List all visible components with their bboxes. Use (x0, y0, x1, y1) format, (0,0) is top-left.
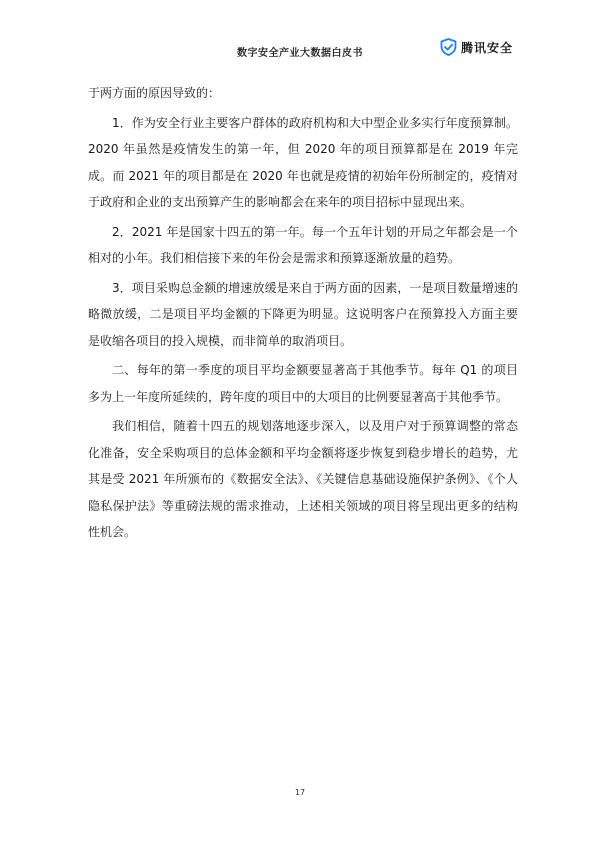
paragraph-q1-observation: 二、每年的第一季度的项目平均金额要显著高于其他季节。每年 Q1 的项目多为上一年度所延续的，跨年度的项目中的大项目的比例要显著高于其他季节。 (88, 363, 518, 404)
document-title: 数字安全产业大数据白皮书 (237, 48, 363, 59)
paragraph-conclusion: 我们相信，随着十四五的规划落地逐步深入，以及用户对于预算调整的常态化准备，安全采购项目的总体金额和平均金额将逐步恢复到稳步增长的趋势，尤其是受 2021 年所颁布的《数据安全法》、《关键信息基础设施保护条例》、《个人隐私保护法》等重磅法规的需求推动，上述相关领域的项目将呈现出更多的结构性机会。 (88, 419, 518, 539)
paragraph-point-3: 3．项目采购总金额的增速放缓是来自于两方面的因素，一是项目数量增速的略微放缓，二是项目平均金额的下降更为明显。这说明客户在预算投入方面主要是收缩各项目的投入规模，而非简单的取消项目。 (88, 280, 518, 348)
body-text (88, 80, 518, 549)
tencent-security-logo (440, 38, 513, 56)
page-header (0, 0, 600, 72)
logo-text: 腾讯安全 (461, 40, 514, 55)
paragraph-intro: 于两方面的原因导致的： (88, 86, 221, 100)
page-number: 17 (294, 788, 306, 797)
paragraph-point-2: 2．2021 年是国家十四五的第一年。每一个五年计划的开局之年都会是一个相对的小年。我们相信接下来的年份会是需求和预算逐渐放量的趋势。 (88, 224, 518, 265)
shield-check-icon (440, 38, 457, 56)
paragraph-point-1: 1．作为安全行业主要客户群体的政府机构和大中型企业多实行年度预算制。2020 年虽然是疫情发生的第一年，但 2020 年的项目预算都是在 2019 年完成。而 2021 年的项目都是在 2020 年也就是疫情的初始年份所制定的，疫情对于政府和企业的支出预算产生的影响都会在来年的项目招标中显现出来。 (88, 115, 518, 209)
